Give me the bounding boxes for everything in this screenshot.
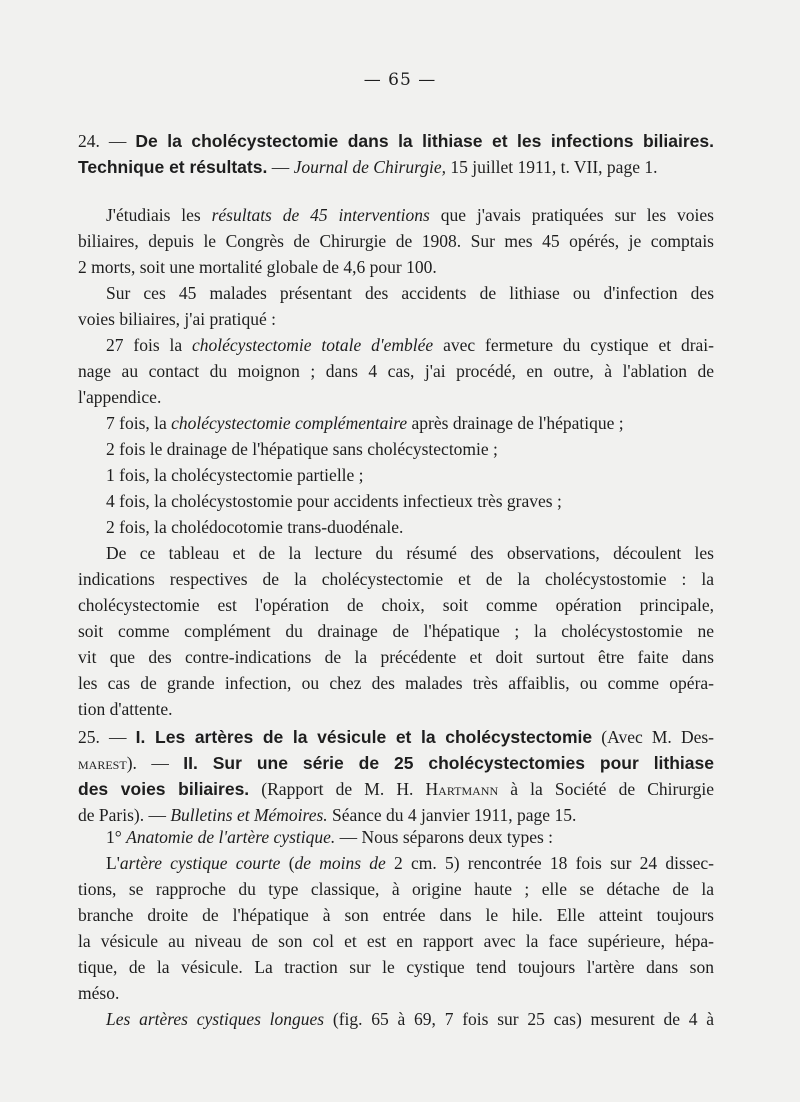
list-item: 2 fois le drainage de l'hépatique sans cholécystectomie ; [106,439,498,459]
section-24-title-line-1: 24. — De la cholécystectomie dans la lithiase et les infections biliaires. [78,131,714,151]
paragraph-line: méso. [78,983,120,1003]
paragraph-line: soit comme complément du drainage de l'hépatique ; la cholécystostomie ne [78,621,714,641]
section-24-title-line-2: Technique et résultats. — Journal de Chirurgie, 15 juillet 1911, t. VII, page 1. [78,157,658,177]
section-25-title-line-3: des voies biliaires. (Rapport de M. H. Hartmann à la Société de Chirurgie [78,779,714,799]
paragraph-line: tique, de la vésicule. La traction sur le cystique tend toujours l'artère dans son [78,957,714,977]
paragraph-line: J'étudiais les résultats de 45 interventions que j'avais pratiquées sur les voies [106,205,714,225]
paragraph-line: 1° Anatomie de l'artère cystique. — Nous séparons deux types : [106,827,554,847]
paragraph-line: branche droite de l'hépatique à son entrée dans le hile. Elle atteint toujours [78,905,714,925]
section-25-body [78,824,714,1032]
paragraph-line: l'appendice. [78,387,162,407]
section-25-title-line-2: marest). — II. Sur une série de 25 cholécystectomies pour lithiase [78,753,714,773]
list-item: 4 fois, la cholécystostomie pour accidents infectieux très graves ; [106,491,562,511]
paragraph-line: Sur ces 45 malades présentant des accidents de lithiase ou d'infection des [106,283,714,303]
section-25-header [78,724,714,828]
list-item: 7 fois, la cholécystectomie complémentaire après drainage de l'hépatique ; [106,413,624,433]
paragraph-line: L'artère cystique courte (de moins de 2 cm. 5) rencontrée 18 fois sur 24 dissec- [106,853,714,873]
paragraph-line: 2 morts, soit une mortalité globale de 4,6 pour 100. [78,257,437,277]
paragraph-line: nage au contact du moignon ; dans 4 cas, j'ai procédé, en outre, à l'ablation de [78,361,714,381]
paragraph-line: biliaires, depuis le Congrès de Chirurgie de 1908. Sur mes 45 opérés, je comptais [78,231,714,251]
section-24-header [78,128,714,180]
paragraph-line: la vésicule au niveau de son col et est en rapport avec la face supérieure, hépa- [78,931,714,951]
page-number: — 65 — [363,70,437,90]
paragraph-line: indications respectives de la cholécystectomie et de la cholécystostomie : la [78,569,714,589]
paragraph-line: tion d'attente. [78,699,173,719]
paragraph-line: De ce tableau et de la lecture du résumé des observations, découlent les [106,543,714,563]
paragraph-line: 27 fois la cholécystectomie totale d'emblée avec fermeture du cystique et drai- [106,335,714,355]
section-25-title-line-4: de Paris). — Bulletins et Mémoires. Séance du 4 janvier 1911, page 15. [78,805,577,825]
section-24-body [78,202,714,722]
paragraph-line: voies biliaires, j'ai pratiqué : [78,309,277,329]
paragraph-line: Les artères cystiques longues (fig. 65 à 69, 7 fois sur 25 cas) mesurent de 4 à [106,1009,715,1029]
paragraph-line: tions, se rapproche du type classique, à origine haute ; elle se détache de la [78,879,714,899]
list-item: 1 fois, la cholécystectomie partielle ; [106,465,364,485]
paragraph-line: les cas de grande infection, ou chez des malades très affaiblis, ou comme opéra- [78,673,714,693]
paragraph-line: cholécystectomie est l'opération de choix, soit comme opération principale, [78,595,714,615]
paragraph-line: vit que des contre-indications de la précédente et doit surtout être faite dans [78,647,714,667]
section-25-title-line-1: 25. — I. Les artères de la vésicule et la cholécystectomie (Avec M. Des- [78,727,714,747]
list-item: 2 fois, la cholédocotomie trans-duodénale. [106,517,404,537]
